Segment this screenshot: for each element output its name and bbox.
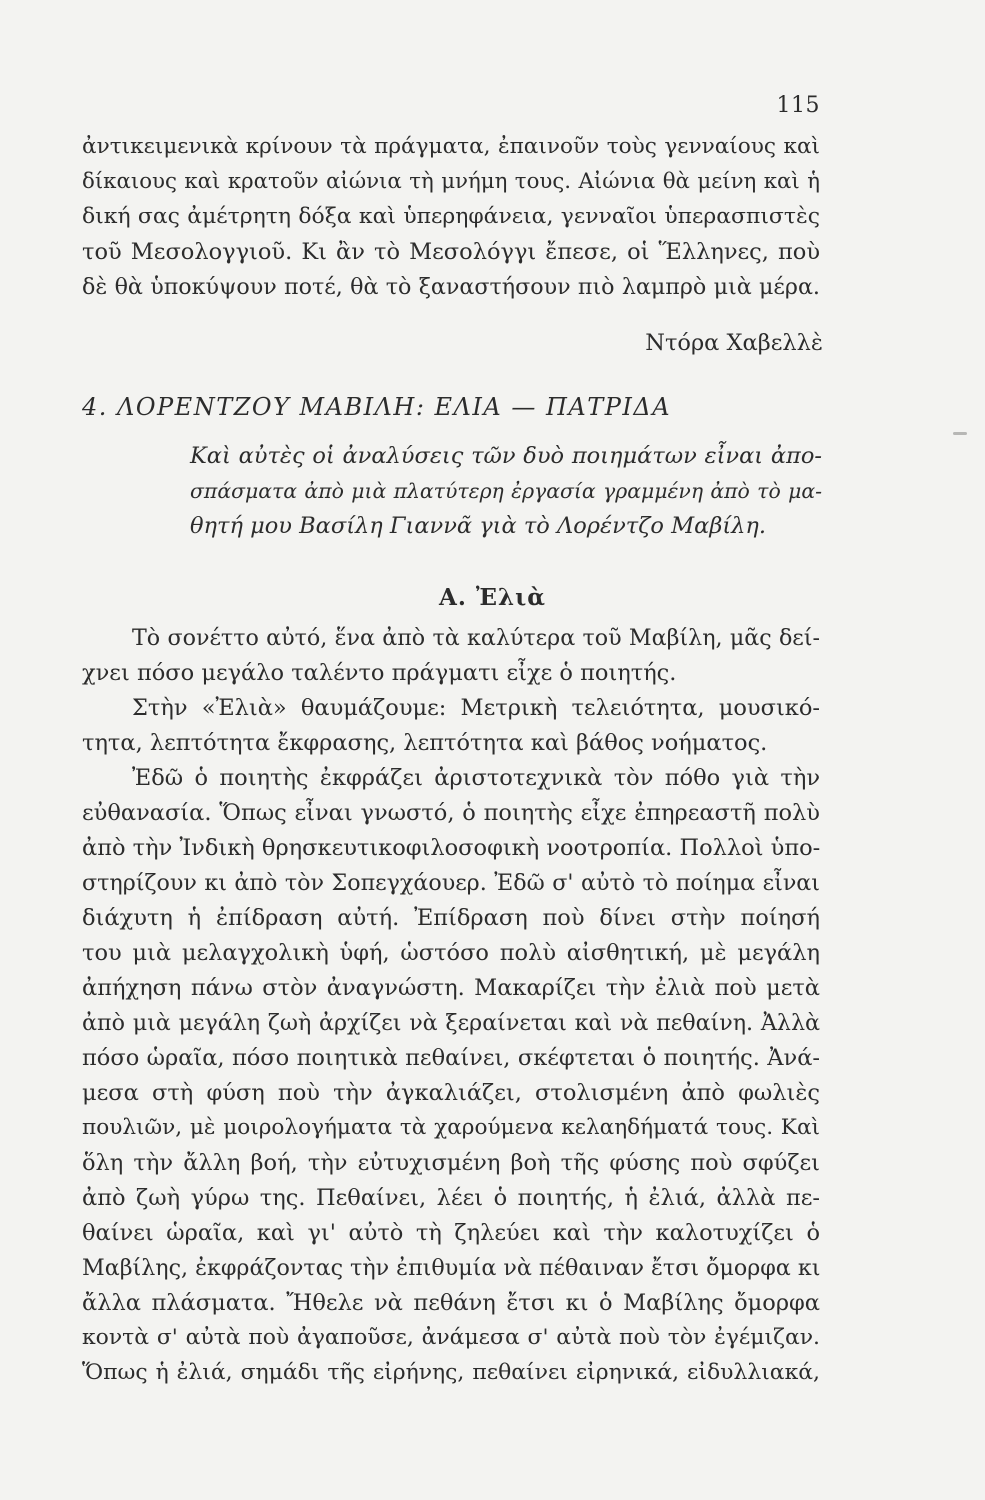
text-line: Ἐδῶ ὁ ποιητὴς ἐκφράζει ἀριστοτεχνικὰ τὸν πόθο γιὰ τὴν (132, 765, 820, 791)
text-line: στηρίζουν κι ἀπὸ τὸν Σοπεγχάουερ. Ἐδῶ σ' αὐτὸ τὸ ποίημα εἶναι (82, 870, 820, 896)
text-line: κοντὰ σ' αὐτὰ ποὺ ἀγαποῦσε, ἀνάμεσα σ' αὐτὰ ποὺ τὸν ἐγέμιζαν. (82, 1325, 820, 1350)
text-line: Τὸ σονέττο αὐτό, ἕνα ἀπὸ τὰ καλύτερα τοῦ Μαβίλη, μᾶς δεί- (132, 625, 820, 651)
text-line: ἀπὸ μιὰ μεγάλη ζωὴ ἀρχίζει νὰ ξεραίνεται καὶ νὰ πεθαίνη. Ἀλλὰ (82, 1010, 820, 1036)
text-line: θαίνει ὡραῖα, καὶ γι' αὐτὸ τὴ ζηλεύει καὶ τὴν καλοτυχίζει ὁ (82, 1220, 820, 1246)
text-line: ἀπὸ τὴν Ἰνδικὴ θρησκευτικοφιλοσοφικὴ νοοτροπία. Πολλοὶ ὑπο- (82, 835, 821, 861)
text-line: δική σας ἀμέτρητη δόξα καὶ ὑπερηφάνεια, γενναῖοι ὑπερασπιστὲς (82, 204, 820, 229)
text-line: του μιὰ μελαγχολικὴ ὑφή, ὡστόσο πολὺ αἰσθητική, μὲ μεγάλη (82, 940, 820, 966)
text-line: ἀπήχηση πάνω στὸν ἀναγνώστη. Μακαρίζει τὴν ἐλιὰ ποὺ μετὰ (82, 975, 820, 1001)
text-line: ἀντικειμενικὰ κρίνουν τὰ πράγματα, ἐπαινοῦν τοὺς γενναίους καὶ (82, 134, 820, 159)
text-line: Στὴν «Ἐλιὰ» θαυμάζουμε: Μετρικὴ τελειότητα, μουσικό- (132, 695, 820, 721)
subsection-title: Α. Ἐλιὰ (439, 584, 546, 611)
section-heading: 4. ΛΟΡΕΝΤΖΟΥ ΜΑΒΙΛΗ: ΕΛΙΑ — ΠΑΤΡΙΔΑ (82, 393, 672, 421)
text-line: πουλιῶν, μὲ μοιρολογήματα τὰ χαρούμενα κελαηδήματά τους. Καὶ (82, 1115, 820, 1140)
text-line: ὅλη τὴν ἄλλη βοή, τὴν εὐτυχισμένη βοὴ τῆς φύσης ποὺ σφύζει (82, 1150, 820, 1176)
text-line: τητα, λεπτότητα ἔκφρασης, λεπτότητα καὶ βάθος νοήματος. (82, 730, 768, 756)
text-line: ἄλλα πλάσματα. Ἤθελε νὰ πεθάνη ἔτσι κι ὁ Μαβίλης ὄμορφα (82, 1290, 820, 1316)
text-line: ἀπὸ ζωὴ γύρω της. Πεθαίνει, λέει ὁ ποιητής, ἡ ἐλιά, ἀλλὰ πε- (82, 1185, 820, 1211)
text-line: εὐθανασία. Ὅπως εἶναι γνωστό, ὁ ποιητὴς εἶχε ἐπηρεαστῆ πολὺ (82, 800, 820, 826)
intro-line: σπάσματα ἀπὸ μιὰ πλατύτερη ἐργασία γραμμένη ἀπὸ τὸ μα- (190, 479, 822, 503)
text-line: χνει πόσο μεγάλο ταλέντο πράγματι εἶχε ὁ ποιητής. (82, 660, 677, 686)
text-line: δὲ θὰ ὑποκύψουν ποτέ, θὰ τὸ ξαναστήσουν πιὸ λαμπρὸ μιὰ μέρα. (82, 274, 820, 300)
text-line: δίκαιους καὶ κρατοῦν αἰώνια τὴ μνήμη τους. Αἰώνια θὰ μείνη καὶ ἡ (82, 169, 820, 194)
text-line: τοῦ Μεσολογγιοῦ. Κι ἂν τὸ Μεσολόγγι ἔπεσε, οἱ Ἕλληνες, ποὺ (82, 239, 820, 265)
intro-line: θητή μου Βασίλη Γιαννᾶ γιὰ τὸ Λορέντζο Μαβίλη. (190, 513, 767, 539)
margin-speck (953, 432, 967, 435)
text-line: Ὅπως ἡ ἐλιά, σημάδι τῆς εἰρήνης, πεθαίνει εἰρηνικά, εἰδυλλιακά, (82, 1360, 820, 1385)
text-line: μεσα στὴ φύση ποὺ τὴν ἀγκαλιάζει, στολισμένη ἀπὸ φωλιὲς (82, 1080, 820, 1106)
author-signature: Ντόρα Χαβελλὲ (645, 330, 823, 356)
text-line: πόσο ὡραῖα, πόσο ποιητικὰ πεθαίνει, σκέφτεται ὁ ποιητής. Ἀνά- (82, 1045, 820, 1071)
text-line: διάχυτη ἡ ἐπίδραση αὐτή. Ἐπίδραση ποὺ δίνει στὴν ποίησή (82, 905, 820, 931)
text-line: Μαβίλης, ἐκφράζοντας τὴν ἐπιθυμία νὰ πέθαιναν ἔτσι ὄμορφα κι (82, 1255, 821, 1281)
intro-line: Καὶ αὐτὲς οἱ ἀναλύσεις τῶν δυὸ ποιημάτων εἶναι ἀπο- (190, 443, 822, 469)
page-number: 115 (776, 93, 820, 118)
